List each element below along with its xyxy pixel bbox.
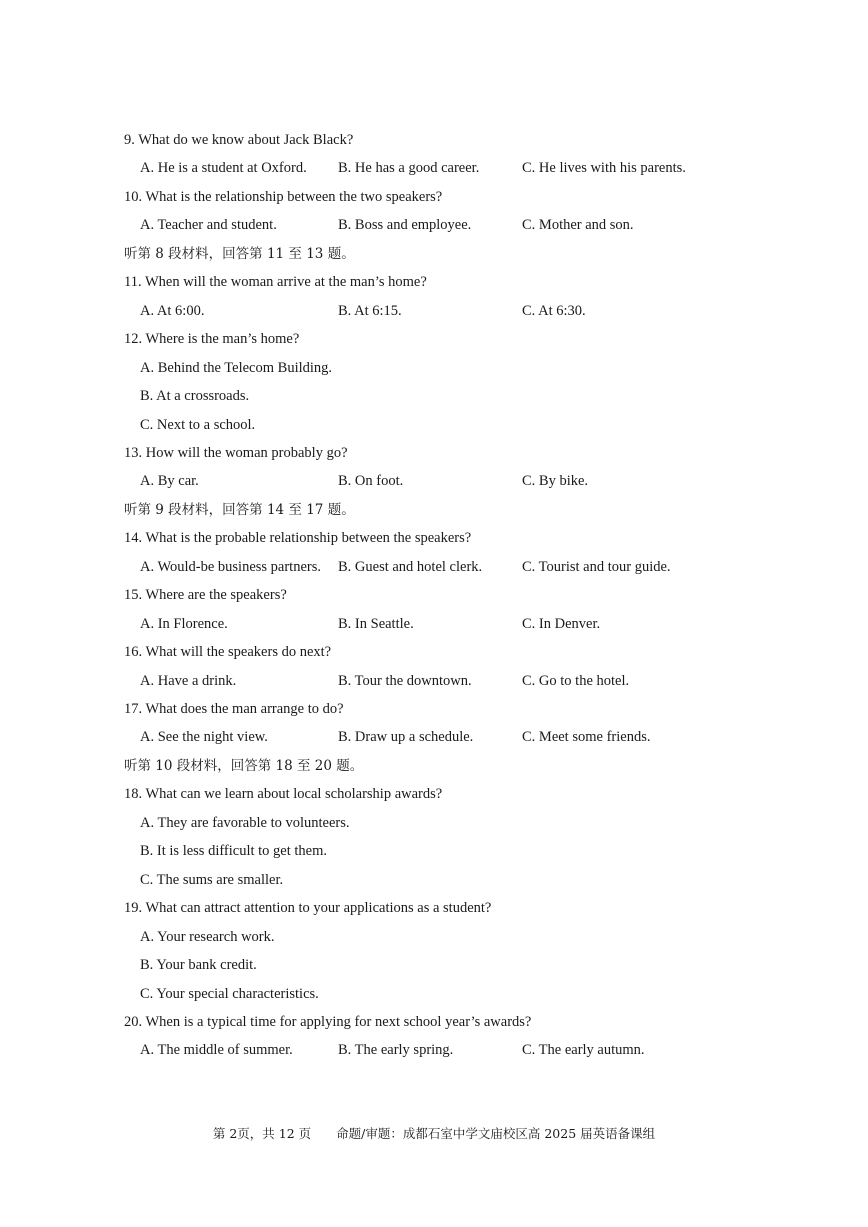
answer-option: A. Behind the Telecom Building. <box>140 360 333 376</box>
answer-option-b: B. Guest and hotel clerk. <box>338 559 483 575</box>
page-footer: 第 2页，共 12 页 命题/审题：成都石室中学文庙校区高 2025 届英语备课组 <box>212 1126 656 1141</box>
answer-option-b: B. Draw up a schedule. <box>338 729 474 745</box>
answer-option-a: A. See the night view. <box>140 729 268 745</box>
section-heading: 听第 8 段材料，回答第 11 至 13 题。 <box>124 246 355 262</box>
answer-option-b: B. The early spring. <box>338 1042 454 1058</box>
answer-option-c: C. Mother and son. <box>522 217 634 233</box>
question-text: 15. Where are the speakers? <box>124 587 287 603</box>
answer-option: C. The sums are smaller. <box>140 872 284 888</box>
answer-option-b: B. On foot. <box>338 473 404 489</box>
section-heading: 听第 9 段材料，回答第 14 至 17 题。 <box>124 502 355 518</box>
answer-option-c: C. By bike. <box>522 473 589 489</box>
answer-option-a: A. The middle of summer. <box>140 1042 293 1058</box>
answer-option: B. Your bank credit. <box>140 957 257 973</box>
question-text: 14. What is the probable relationship between the speakers? <box>124 530 472 546</box>
question-text: 10. What is the relationship between the two speakers? <box>124 189 443 205</box>
question-text: 11. When will the woman arrive at the man’s home? <box>124 274 427 290</box>
answer-option: C. Your special characteristics. <box>140 986 319 1002</box>
question-text: 13. How will the woman probably go? <box>124 445 348 461</box>
answer-option-a: A. Teacher and student. <box>140 217 277 233</box>
answer-option-a: A. In Florence. <box>140 616 228 632</box>
question-text: 20. When is a typical time for applying for next school year’s awards? <box>124 1014 532 1030</box>
answer-option-a: A. Would-be business partners. <box>140 559 321 575</box>
answer-option-a: A. At 6:00. <box>140 303 205 319</box>
answer-option-b: B. He has a good career. <box>338 160 480 176</box>
question-text: 16. What will the speakers do next? <box>124 644 332 660</box>
question-text: 17. What does the man arrange to do? <box>124 701 344 717</box>
question-text: 9. What do we know about Jack Black? <box>124 132 354 148</box>
answer-option-c: C. Go to the hotel. <box>522 673 630 689</box>
answer-option-b: B. At 6:15. <box>338 303 402 319</box>
section-heading: 听第 10 段材料，回答第 18 至 20 题。 <box>124 758 364 774</box>
answer-option-c: C. In Denver. <box>522 616 601 632</box>
question-text: 12. Where is the man’s home? <box>124 331 300 347</box>
answer-option-a: A. Have a drink. <box>140 673 237 689</box>
answer-option-a: A. By car. <box>140 473 199 489</box>
answer-option: B. It is less difficult to get them. <box>140 843 328 859</box>
answer-option: A. They are favorable to volunteers. <box>140 815 350 831</box>
answer-option-b: B. Tour the downtown. <box>338 673 472 689</box>
answer-option: C. Next to a school. <box>140 417 256 433</box>
answer-option: A. Your research work. <box>140 929 275 945</box>
answer-option-c: C. The early autumn. <box>522 1042 645 1058</box>
question-text: 19. What can attract attention to your applications as a student? <box>124 900 492 916</box>
answer-option: B. At a crossroads. <box>140 388 250 404</box>
answer-option-c: C. At 6:30. <box>522 303 586 319</box>
question-text: 18. What can we learn about local scholarship awards? <box>124 786 443 802</box>
answer-option-c: C. Meet some friends. <box>522 729 651 745</box>
answer-option-b: B. Boss and employee. <box>338 217 472 233</box>
answer-option-c: C. Tourist and tour guide. <box>522 559 671 575</box>
answer-option-c: C. He lives with his parents. <box>522 160 686 176</box>
answer-option-a: A. He is a student at Oxford. <box>140 160 307 176</box>
answer-option-b: B. In Seattle. <box>338 616 414 632</box>
